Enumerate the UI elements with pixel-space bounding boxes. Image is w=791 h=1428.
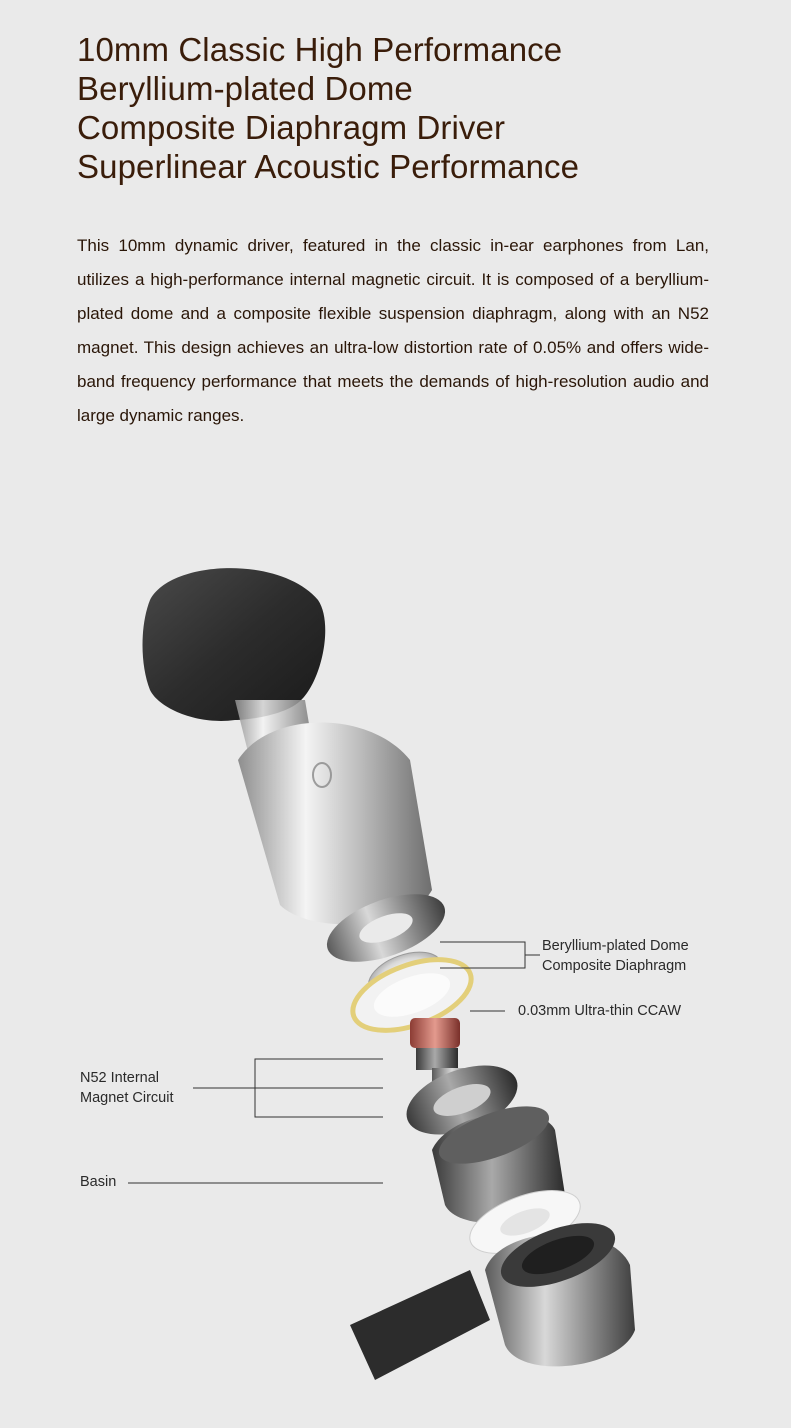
label-diaphragm — [542, 936, 689, 976]
label-magnet-line-2: Magnet Circuit — [80, 1090, 174, 1106]
title-line-1: 10mm Classic High Performance — [77, 31, 563, 68]
front-shell — [238, 723, 432, 925]
label-diaphragm-line-1: Beryllium-plated Dome — [542, 938, 689, 954]
title-line-3: Composite Diaphragm Driver — [77, 109, 506, 146]
product-description: This 10mm dynamic driver, featured in the classic in-ear earphones from Lan, utilizes a high-performance internal magnetic circuit. It is composed of a beryllium-plated dome and a composite flexible suspension diaphragm, along with an N52 magnet. This design achieves an ultra-low distortion rate of 0.05% and offers wide-band frequency performance that meets the demands of high-resolution audio and large dynamic ranges. — [77, 236, 709, 425]
ear-tip — [143, 568, 326, 721]
label-ccaw: 0.03mm Ultra-thin CCAW — [518, 1003, 682, 1019]
label-magnet — [80, 1068, 173, 1108]
label-basin: Basin — [80, 1174, 117, 1190]
title-line-2: Beryllium-plated Dome — [77, 70, 413, 107]
title-line-4: Superlinear Acoustic Performance — [77, 148, 580, 185]
page-title — [77, 30, 579, 186]
label-magnet-line-1: N52 Internal — [80, 1070, 159, 1086]
label-diaphragm-line-2: Composite Diaphragm — [542, 958, 687, 974]
voice-coil — [410, 1018, 460, 1070]
